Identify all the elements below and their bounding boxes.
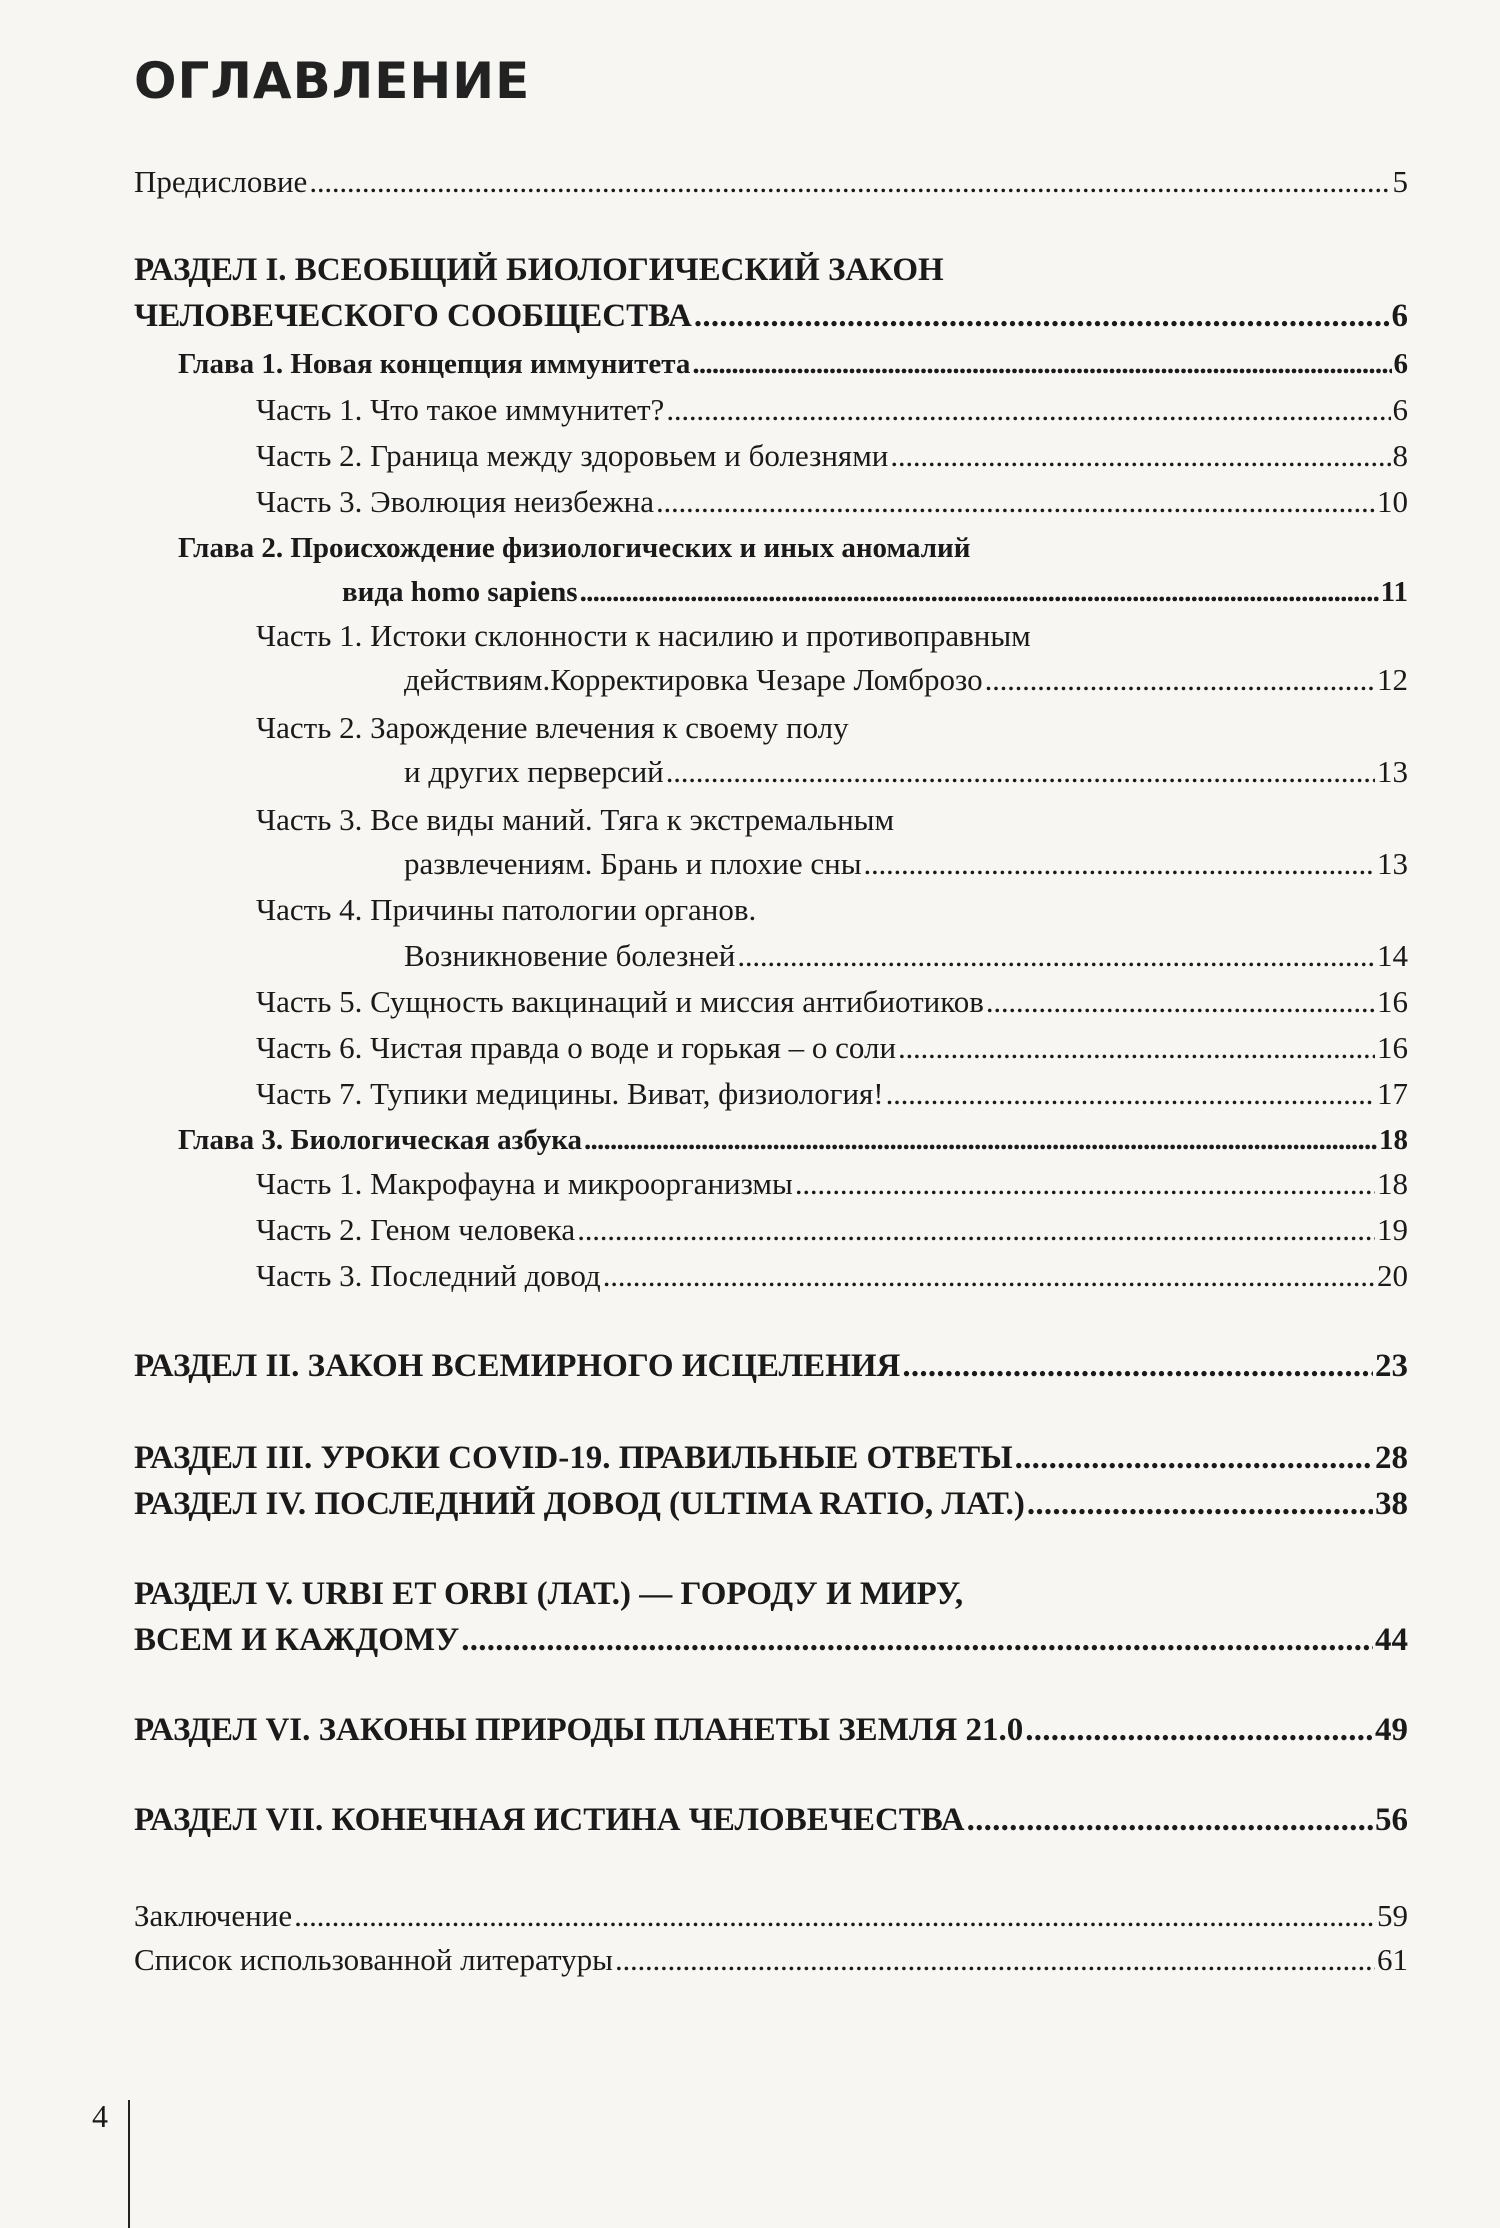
toc-entry-page: 10 xyxy=(1377,484,1408,519)
toc-leader xyxy=(985,660,1375,700)
toc-leader xyxy=(603,1256,1375,1296)
toc-entry xyxy=(256,616,1408,656)
toc-entry xyxy=(256,390,1408,430)
toc-leader xyxy=(666,390,1390,430)
toc-entry-page: 56 xyxy=(1375,1802,1408,1838)
toc-leader xyxy=(692,344,1391,384)
toc-entry-page: 49 xyxy=(1375,1712,1408,1748)
toc-entry-page: 18 xyxy=(1379,1124,1408,1156)
toc-entry-label: Предисловие xyxy=(134,164,308,199)
toc-entry xyxy=(256,1256,1408,1296)
toc-entry-label: РАЗДЕЛ VI. ЗАКОНЫ ПРИРОДЫ ПЛАНЕТЫ ЗЕМЛЯ 21.0 xyxy=(134,1712,1024,1748)
page-number: 4 xyxy=(92,2098,108,2134)
toc-entry-label: Глава 1. Новая концепция иммунитета xyxy=(178,348,691,380)
toc-entry-label: Часть 7. Тупики медицины. Виват, физиология! xyxy=(256,1076,884,1111)
toc-entry-page: 14 xyxy=(1377,938,1408,973)
toc-entry-page: 6 xyxy=(1391,298,1408,334)
toc-entry-label: Возникновение болезней xyxy=(404,938,736,973)
toc-entry xyxy=(256,890,1408,930)
toc-leader xyxy=(615,1940,1375,1980)
toc-leader xyxy=(294,1896,1375,1936)
toc-entry xyxy=(134,1896,1408,1936)
toc-entry-page: 61 xyxy=(1377,1942,1408,1977)
toc-entry xyxy=(256,436,1408,476)
toc-entry-label: Часть 3. Последний довод xyxy=(256,1258,601,1293)
toc-entry xyxy=(256,1210,1408,1250)
toc-entry-label: развлечениям. Брань и плохие сны xyxy=(404,846,862,881)
toc-leader xyxy=(656,482,1375,522)
toc-entry-label: Часть 1. Истоки склонности к насилию и противоправным xyxy=(256,618,1031,653)
toc-entry xyxy=(134,296,1408,336)
toc-entry-page: 19 xyxy=(1377,1212,1408,1247)
toc-entry-label: Часть 1. Макрофауна и микроорганизмы xyxy=(256,1166,793,1201)
toc-entry-page: 6 xyxy=(1393,348,1408,380)
toc-entry-page: 17 xyxy=(1377,1076,1408,1111)
toc-entry-label: Глава 2. Происхождение физиологических и иных аномалий xyxy=(178,532,971,564)
toc-entry-page: 28 xyxy=(1375,1440,1408,1476)
toc-entry xyxy=(178,1120,1408,1160)
toc-entry xyxy=(256,1074,1408,1114)
toc-entry xyxy=(256,982,1408,1022)
toc-entry-label: Часть 3. Все виды маний. Тяга к экстремальным xyxy=(256,802,895,837)
toc-leader xyxy=(1027,1484,1373,1524)
toc-leader xyxy=(795,1164,1375,1204)
toc-entry xyxy=(134,162,1408,202)
toc-entry xyxy=(256,482,1408,522)
toc-entry-label: и других перверсий xyxy=(404,754,664,789)
toc-leader xyxy=(864,844,1375,884)
toc-entry xyxy=(134,1800,1408,1840)
toc-entry-label: вида homo sapiens xyxy=(342,576,578,608)
toc-entry xyxy=(256,1028,1408,1068)
toc-entry xyxy=(342,572,1408,612)
toc-entry xyxy=(134,1620,1408,1660)
toc-entry xyxy=(134,1484,1408,1524)
toc-entry xyxy=(134,1940,1408,1980)
toc-entry-page: 59 xyxy=(1377,1898,1408,1933)
toc-leader xyxy=(967,1800,1373,1840)
toc-entry-page: 6 xyxy=(1392,392,1408,427)
toc-entry xyxy=(256,800,1408,840)
toc-entry-label: Часть 4. Причины патологии органов. xyxy=(256,892,757,927)
toc-entry-page: 18 xyxy=(1377,1166,1408,1201)
toc-entry-label: ВСЕМ И КАЖДОМУ xyxy=(134,1622,460,1658)
toc-entry xyxy=(134,250,1408,290)
toc-entry xyxy=(404,844,1408,884)
toc-entry-label: Часть 5. Сущность вакцинаций и миссия антибиотиков xyxy=(256,984,984,1019)
toc-entry-page: 13 xyxy=(1377,846,1408,881)
toc-entry xyxy=(134,1438,1408,1478)
toc-entry-page: 16 xyxy=(1377,984,1408,1019)
toc-entry-label: ЧЕЛОВЕЧЕСКОГО СООБЩЕСТВА xyxy=(134,298,692,334)
toc-entry-page: 16 xyxy=(1377,1030,1408,1065)
toc-leader xyxy=(584,1120,1377,1160)
toc-leader xyxy=(1025,1710,1373,1750)
toc-entry-label: РАЗДЕЛ V. URBI ET ORBI (ЛАТ.) — ГОРОДУ И МИРУ, xyxy=(134,1576,964,1612)
toc-entry xyxy=(178,528,1408,568)
toc-entry-label: Список использованной литературы xyxy=(134,1942,613,1977)
toc-entry-page: 5 xyxy=(1392,164,1408,199)
toc-entry-label: Часть 6. Чистая правда о воде и горькая – о соли xyxy=(256,1030,897,1065)
toc-entry xyxy=(404,752,1408,792)
toc-entry-label: Часть 2. Геном человека xyxy=(256,1212,576,1247)
toc-entry-label: РАЗДЕЛ IV. ПОСЛЕДНИЙ ДОВОД (ULTIMA RATIO, ЛАТ.) xyxy=(134,1486,1025,1522)
toc-entry-label: Часть 3. Эволюция неизбежна xyxy=(256,484,654,519)
toc-entry-label: действиям.Корректировка Чезаре Ломброзо xyxy=(404,662,983,697)
toc-leader xyxy=(577,1210,1375,1250)
margin-rule xyxy=(128,2100,130,2228)
toc-entry xyxy=(256,1164,1408,1204)
toc-entry-label: Часть 1. Что такое иммунитет? xyxy=(256,392,665,427)
toc-entry-label: РАЗДЕЛ III. УРОКИ COVID-19. ПРАВИЛЬНЫЕ ОТВЕТЫ xyxy=(134,1440,1013,1476)
toc-entry xyxy=(134,1346,1408,1386)
toc-entry xyxy=(404,936,1408,976)
toc-entry-label: Часть 2. Граница между здоровьем и болезнями xyxy=(256,438,889,473)
toc-leader xyxy=(580,572,1379,612)
toc-entry xyxy=(178,344,1408,384)
toc-leader xyxy=(1015,1438,1373,1478)
toc-entry xyxy=(256,708,1408,748)
toc-leader xyxy=(461,1620,1373,1660)
page-title: ОГЛАВЛЕНИЕ xyxy=(134,52,531,110)
toc-entry-label: РАЗДЕЛ I. ВСЕОБЩИЙ БИОЛОГИЧЕСКИЙ ЗАКОН xyxy=(134,252,944,288)
toc-leader xyxy=(986,982,1375,1022)
toc-leader xyxy=(898,1028,1375,1068)
toc-entry-page: 11 xyxy=(1380,576,1408,608)
toc-entry xyxy=(134,1710,1408,1750)
toc-entry-label: РАЗДЕЛ VII. КОНЕЧНАЯ ИСТИНА ЧЕЛОВЕЧЕСТВА xyxy=(134,1802,965,1838)
toc-entry xyxy=(134,1574,1408,1614)
toc-entry-label: Заключение xyxy=(134,1898,293,1933)
toc-entry-page: 44 xyxy=(1375,1622,1408,1658)
toc-leader xyxy=(890,436,1390,476)
toc-leader xyxy=(309,162,1390,202)
toc-entry-page: 12 xyxy=(1377,662,1408,697)
toc-leader xyxy=(886,1074,1375,1114)
toc-entry-label: РАЗДЕЛ II. ЗАКОН ВСЕМИРНОГО ИСЦЕЛЕНИЯ xyxy=(134,1348,901,1384)
toc-entry-page: 20 xyxy=(1377,1258,1408,1293)
toc-entry-page: 13 xyxy=(1377,754,1408,789)
toc-leader xyxy=(694,296,1390,336)
toc-leader xyxy=(902,1346,1373,1386)
toc-leader xyxy=(737,936,1375,976)
toc-entry xyxy=(404,660,1408,700)
toc-entry-page: 8 xyxy=(1392,438,1408,473)
toc-entry-page: 38 xyxy=(1375,1486,1408,1522)
toc-leader xyxy=(666,752,1375,792)
toc-entry-label: Глава 3. Биологическая азбука xyxy=(178,1124,582,1156)
toc-entry-label: Часть 2. Зарождение влечения к своему полу xyxy=(256,710,849,745)
toc-entry-page: 23 xyxy=(1375,1348,1408,1384)
